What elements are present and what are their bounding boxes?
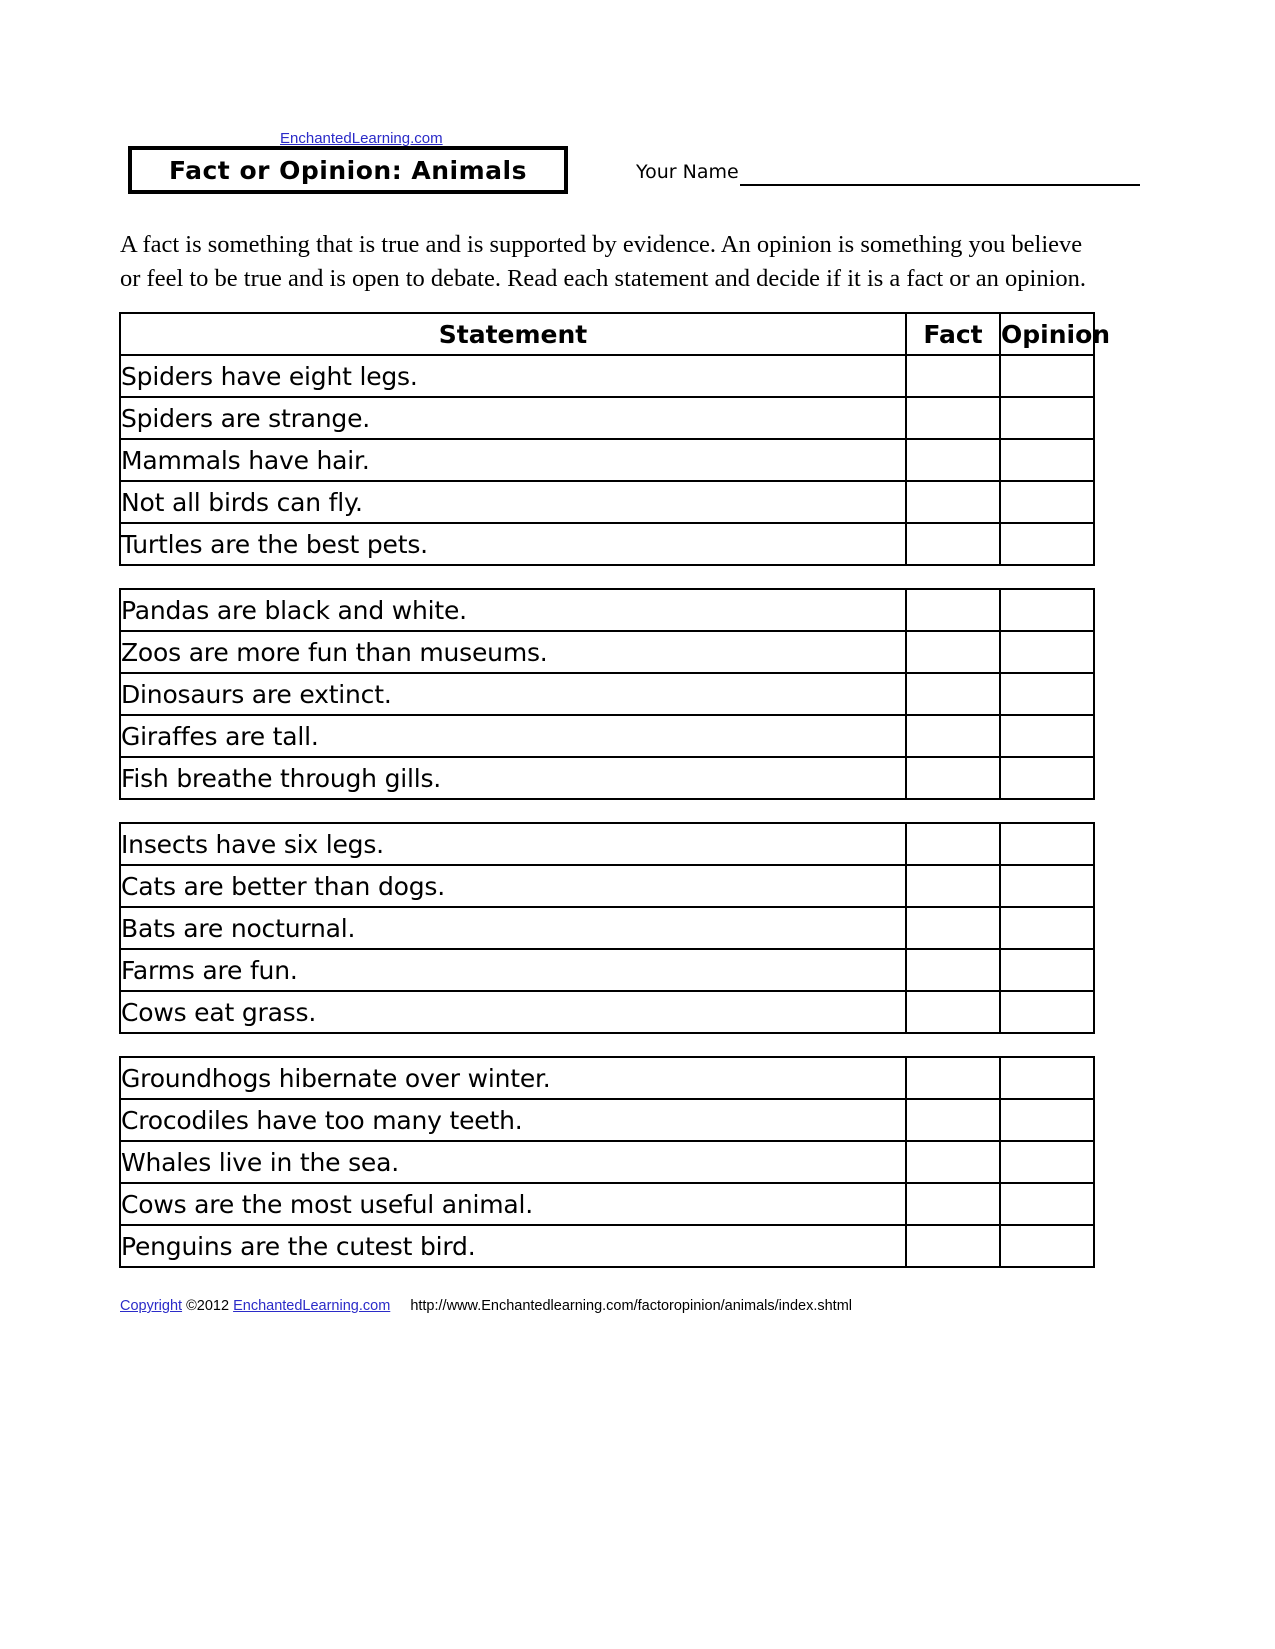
statement-cell: Mammals have hair. <box>120 439 906 481</box>
opinion-checkbox-cell[interactable] <box>1000 481 1094 523</box>
opinion-checkbox-cell[interactable] <box>1000 1183 1094 1225</box>
footer-copyright-text: ©2012 <box>186 1298 230 1314</box>
opinion-checkbox-cell[interactable] <box>1000 631 1094 673</box>
table-row <box>120 1057 1094 1099</box>
table-row <box>120 631 1094 673</box>
statement-cell: Cows are the most useful animal. <box>120 1183 906 1225</box>
fact-checkbox-cell[interactable] <box>906 991 1000 1033</box>
opinion-checkbox-cell[interactable] <box>1000 715 1094 757</box>
statement-cell: Dinosaurs are extinct. <box>120 673 906 715</box>
column-header-statement: Statement <box>120 313 906 355</box>
opinion-checkbox-cell[interactable] <box>1000 673 1094 715</box>
table-header-row <box>120 313 1094 355</box>
table-row <box>120 397 1094 439</box>
table-row <box>120 823 1094 865</box>
opinion-checkbox-cell[interactable] <box>1000 439 1094 481</box>
opinion-checkbox-cell[interactable] <box>1000 1099 1094 1141</box>
statement-table-4 <box>119 1056 1095 1268</box>
instructions-paragraph: A fact is something that is true and is supported by evidence. An opinion is something you believe or feel to be true and is open to debate. Read each statement and decide if it is a fact or an opinion. <box>120 231 1087 292</box>
table-row <box>120 481 1094 523</box>
worksheet-tables <box>119 312 1111 1290</box>
statement-cell: Groundhogs hibernate over winter. <box>120 1057 906 1099</box>
fact-checkbox-cell[interactable] <box>906 757 1000 799</box>
statement-cell: Pandas are black and white. <box>120 589 906 631</box>
table-row <box>120 1183 1094 1225</box>
opinion-checkbox-cell[interactable] <box>1000 823 1094 865</box>
opinion-checkbox-cell[interactable] <box>1000 1141 1094 1183</box>
statement-cell: Whales live in the sea. <box>120 1141 906 1183</box>
table-row <box>120 907 1094 949</box>
table-row <box>120 355 1094 397</box>
statement-cell: Giraffes are tall. <box>120 715 906 757</box>
table-row <box>120 1099 1094 1141</box>
fact-checkbox-cell[interactable] <box>906 1099 1000 1141</box>
statement-cell: Cats are better than dogs. <box>120 865 906 907</box>
title-box <box>128 146 568 194</box>
fact-checkbox-cell[interactable] <box>906 949 1000 991</box>
page-footer <box>120 1298 852 1314</box>
statement-cell: Penguins are the cutest bird. <box>120 1225 906 1267</box>
statement-cell: Insects have six legs. <box>120 823 906 865</box>
table-row <box>120 865 1094 907</box>
footer-site-link[interactable]: EnchantedLearning.com <box>233 1298 391 1314</box>
fact-checkbox-cell[interactable] <box>906 589 1000 631</box>
footer-copyright-link[interactable]: Copyright <box>120 1298 183 1314</box>
fact-checkbox-cell[interactable] <box>906 439 1000 481</box>
fact-checkbox-cell[interactable] <box>906 673 1000 715</box>
statement-cell: Spiders have eight legs. <box>120 355 906 397</box>
fact-checkbox-cell[interactable] <box>906 355 1000 397</box>
opinion-checkbox-cell[interactable] <box>1000 397 1094 439</box>
opinion-checkbox-cell[interactable] <box>1000 1225 1094 1267</box>
fact-checkbox-cell[interactable] <box>906 907 1000 949</box>
table-row <box>120 1225 1094 1267</box>
table-row <box>120 757 1094 799</box>
opinion-checkbox-cell[interactable] <box>1000 757 1094 799</box>
table-row <box>120 949 1094 991</box>
fact-checkbox-cell[interactable] <box>906 481 1000 523</box>
opinion-checkbox-cell[interactable] <box>1000 907 1094 949</box>
table-row <box>120 991 1094 1033</box>
fact-checkbox-cell[interactable] <box>906 1057 1000 1099</box>
statement-cell: Fish breathe through gills. <box>120 757 906 799</box>
statement-table-1 <box>119 312 1111 566</box>
page-header <box>120 118 1160 208</box>
fact-checkbox-cell[interactable] <box>906 631 1000 673</box>
table-row <box>120 589 1094 631</box>
column-header-opinion: Opinion <box>1000 313 1094 355</box>
table-row <box>120 523 1094 565</box>
opinion-checkbox-cell[interactable] <box>1000 991 1094 1033</box>
footer-url: http://www.Enchantedlearning.com/factoropinion/animals/index.shtml <box>410 1298 852 1314</box>
table-row <box>120 673 1094 715</box>
fact-checkbox-cell[interactable] <box>906 1183 1000 1225</box>
statement-cell: Turtles are the best pets. <box>120 523 906 565</box>
fact-checkbox-cell[interactable] <box>906 1225 1000 1267</box>
statement-cell: Crocodiles have too many teeth. <box>120 1099 906 1141</box>
name-field-area <box>636 156 1156 188</box>
fact-checkbox-cell[interactable] <box>906 823 1000 865</box>
statement-cell: Cows eat grass. <box>120 991 906 1033</box>
opinion-checkbox-cell[interactable] <box>1000 949 1094 991</box>
statement-table-3 <box>119 822 1095 1034</box>
name-label: Your Name <box>636 161 739 183</box>
column-header-fact: Fact <box>906 313 1000 355</box>
opinion-checkbox-cell[interactable] <box>1000 589 1094 631</box>
opinion-checkbox-cell[interactable] <box>1000 523 1094 565</box>
statement-cell: Bats are nocturnal. <box>120 907 906 949</box>
statement-cell: Not all birds can fly. <box>120 481 906 523</box>
table-row <box>120 439 1094 481</box>
fact-checkbox-cell[interactable] <box>906 715 1000 757</box>
opinion-checkbox-cell[interactable] <box>1000 865 1094 907</box>
enchanted-learning-link[interactable]: EnchantedLearning.com <box>280 130 443 147</box>
fact-checkbox-cell[interactable] <box>906 1141 1000 1183</box>
page-title: Fact or Opinion: Animals <box>168 155 527 185</box>
fact-checkbox-cell[interactable] <box>906 523 1000 565</box>
statement-cell: Farms are fun. <box>120 949 906 991</box>
statement-cell: Zoos are more fun than museums. <box>120 631 906 673</box>
statement-cell: Spiders are strange. <box>120 397 906 439</box>
fact-checkbox-cell[interactable] <box>906 397 1000 439</box>
statement-table-2 <box>119 588 1095 800</box>
fact-checkbox-cell[interactable] <box>906 865 1000 907</box>
opinion-checkbox-cell[interactable] <box>1000 355 1094 397</box>
opinion-checkbox-cell[interactable] <box>1000 1057 1094 1099</box>
table-row <box>120 715 1094 757</box>
table-row <box>120 1141 1094 1183</box>
name-input-line[interactable] <box>740 184 1140 186</box>
